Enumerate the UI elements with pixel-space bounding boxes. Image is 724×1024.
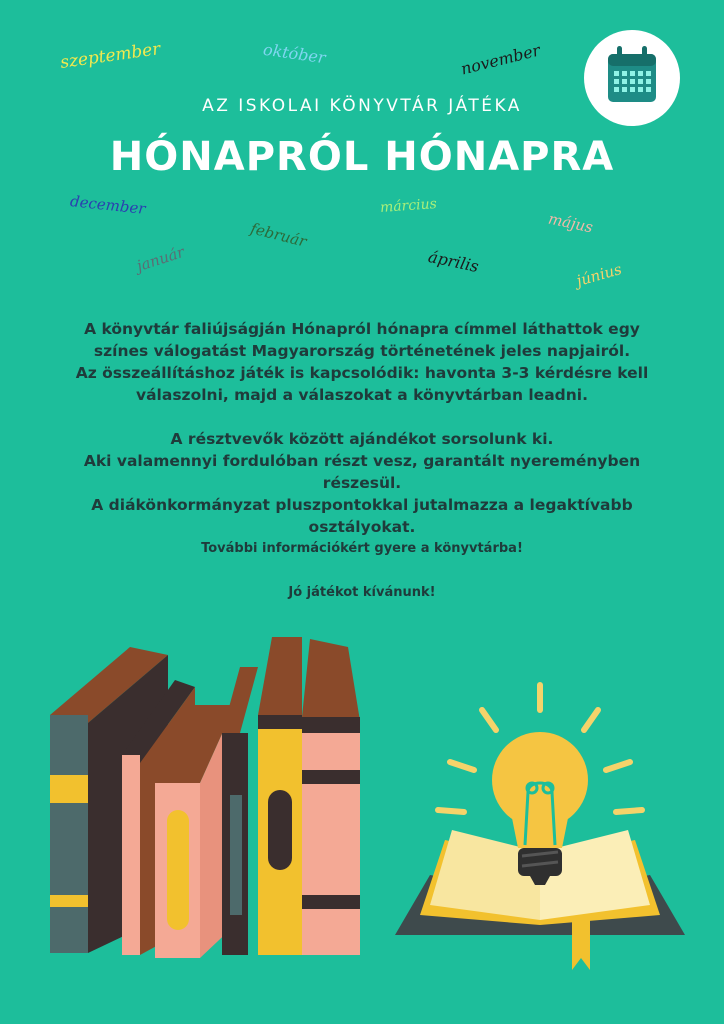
body-line: Aki valamennyi fordulóban részt vesz, garantált nyereményben (83, 452, 641, 470)
body-line: részesül. (322, 474, 402, 492)
poster-body (30, 318, 694, 604)
info-line: További információkért gyere a könyvtárba! (201, 541, 523, 556)
month-februar: február (248, 219, 309, 251)
month-junius: június (574, 259, 624, 291)
body-line: Az összeállításhoz játék is kapcsolódik: havonta 3-3 kérdésre kell (75, 364, 649, 382)
books-illustration (40, 625, 380, 965)
body-line: A résztvevők között ajándékot sorsolunk ki. (170, 430, 554, 448)
month-december: december (69, 192, 147, 218)
month-szeptember: szeptember (59, 39, 162, 73)
lightbulb-book-illustration (390, 680, 690, 980)
body-line: osztályokat. (308, 518, 416, 536)
month-majus: május (546, 209, 595, 237)
month-januar: január (134, 242, 187, 276)
month-aprilis: április (426, 246, 481, 277)
body-line: A diákönkormányzat pluszpontokkal jutalmazza a legaktívabb (91, 496, 633, 514)
month-november: november (458, 40, 543, 79)
closing-line: Jó játékot kívánunk! (288, 585, 436, 600)
body-line: színes válogatást Magyarország történetének jeles napjairól. (93, 342, 631, 360)
month-marcius: március (379, 196, 438, 216)
poster-subtitle: AZ ISKOLAI KÖNYVTÁR JÁTÉKA (202, 96, 522, 116)
body-line: A könyvtár faliújságján Hónapról hónapra címmel láthattok egy (84, 320, 640, 338)
month-oktober: október (261, 39, 327, 68)
body-line: válaszolni, majd a válaszokat a könyvtárban leadni. (135, 386, 588, 404)
poster-title: HÓNAPRÓL HÓNAPRA (109, 134, 615, 180)
